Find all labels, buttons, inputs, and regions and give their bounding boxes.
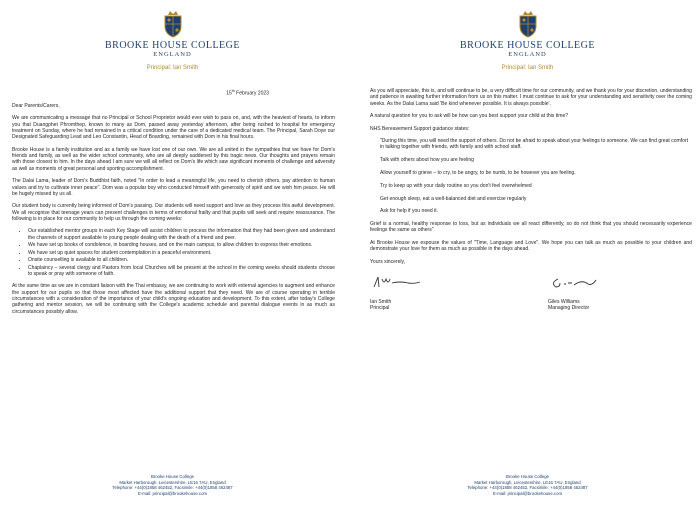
list-item: • Our established mentor groups in each Key Stage will assist children to process the information that they had been given and understand the channels of support available to young people dealing with the death of a friend and peer. xyxy=(28,228,335,241)
list-item: • We have set up books of condolence, in boarding houses, and on the main campus, to allow children to express their emotions. xyxy=(28,242,335,248)
college-country: ENGLAND xyxy=(508,51,547,58)
college-name: BROOKE HOUSE COLLEGE xyxy=(460,40,595,51)
letter-body xyxy=(370,88,692,331)
college-crest-icon xyxy=(162,10,184,38)
support-list xyxy=(12,228,335,277)
college-crest-icon xyxy=(517,10,539,38)
paragraph: Our student body is currently being informed of Dom's passing. Our students will need support and love as they process this awful development. We all recognise that teenage years can present challenges in terms of emotional frailty and that pupils will seek and require reassurance. The following is in place for our community to help us through the coming weeks: xyxy=(12,203,335,222)
signatory-title: Principal xyxy=(370,305,390,312)
paragraph: As you will appreciate, this is, and will continue to be, a very difficult time for our community, and we thank you for your discretion, understanding and patience in awaiting further information from us on this matter. I must continue to ask for your understanding and sensitivity over the coming weeks. As the Dalai Lama said 'Be kind whenever possible. It is always possible'. xyxy=(370,88,692,107)
footer: Brooke House College Market Harborough, Leicestershire, LE16 7AU, England Telephone: +44(0)1858 462452, Facsimile: +44(0)1858 462487 E-mail: principal@brookehouse.com xyxy=(112,474,233,496)
letter-page-1 xyxy=(0,0,345,508)
paragraph: NHS Bereavement Support guidance states: xyxy=(370,125,470,132)
signature-block xyxy=(548,271,668,312)
guidance-quote: Talk with others about how you are feeling xyxy=(380,157,474,164)
letter-date: 15th February 2023 xyxy=(226,89,269,97)
paragraph: The Dalai Lama, leader of Dom's Buddhist faith, noted "In order to lead a meaningful life, you need to cherish others, pay attention to human values and try to cultivate inner peace". Dom was a popular boy who conducted himself with generosity of spirit and we wish him peace. He will be hugely missed by us all. xyxy=(12,178,335,197)
principal-line: Principal: Ian Smith xyxy=(146,65,199,71)
paragraph: At Brooke House we espouse the values of "Time, Language and Love". We hope you can talk as much as possible to your children and demonstrate your love for them as much as possible in the days ahead. xyxy=(370,239,692,253)
paragraph: Brooke House is a family institution and as a family we have lost one of our own. We are all united in the sympathies that we have for Dom's friends and family, as well as the wider school community, who are all deeply saddened by this tragic news. Our thoughts and prayers remain with those closest to him. In the days ahead I am sure we will all reflect on Dom's life which saw significant moments of challenge and adversity as well as moments of great personal and sporting accomplishment. xyxy=(12,146,335,172)
signatures xyxy=(370,271,692,331)
paragraph: A natural question for you to ask will be how can you best support your child at this time? xyxy=(370,113,569,120)
paragraph: Grief is a normal, healthy response to loss, but as individuals we all react differently, so do not think that you should necessarily experience feelings the same as others" xyxy=(370,221,692,234)
letterhead xyxy=(355,10,700,72)
signature-giles-williams xyxy=(548,271,608,293)
salutation: Dear Parents/Carers, xyxy=(12,102,60,109)
signatory-name: Giles Williams xyxy=(548,299,580,306)
guidance-quote: Try to keep up with your daily routine so you don't feel overwhelmed xyxy=(380,182,532,189)
closing: Yours sincerely, xyxy=(370,258,406,265)
guidance-quote: "During this time, you will need the support of others. Do not be afraid to speak about your feelings to someone. We can find great comfort in talking together with friends, with family and with school staff. xyxy=(380,138,689,151)
principal-line: Principal: Ian Smith xyxy=(501,65,554,71)
signature-block xyxy=(370,271,490,312)
footer: Brooke House College Market Harborough, Leicestershire, LE16 7AU, England Telephone: +44(0)1858 462452, Facsimile: +44(0)1858 462487 E-mail: principal@brookehouse.com xyxy=(467,474,588,496)
college-name: BROOKE HOUSE COLLEGE xyxy=(105,40,240,51)
list-item: • Chaplaincy – several clergy and Pastors from local Churches will be present at the school in the coming weeks should students choose to speak or pray with someone of faith. xyxy=(28,265,335,278)
paragraph: At the same time as we are in constant liaison with the Thai embassy, we are continuing to work with external agencies to augment and enhance the support for our pupils so that those most affected have the additional support that they need. We are of course operating in terrible circumstances with a consideration of the importance of your child's ongoing education and development. To this extent, after today's College gathering and mentor session, we will be continuing with the College's academic schedule and parental dialogue events in as much as circumstances possibly allow. xyxy=(12,283,335,315)
guidance-quote: Ask for help if you need it. xyxy=(380,208,439,215)
list-item: • Onsite counselling is available to all children. xyxy=(28,257,335,263)
signature-ian-smith xyxy=(370,271,430,293)
letterhead xyxy=(0,10,345,72)
college-country: ENGLAND xyxy=(153,51,192,58)
paragraph: We are communicating a message that no Principal or School Proprietor would ever wish to pass on, and, with the heaviest of hearts, to inform you that Duangphet Phromthep, known to many as Dom, passed away yesterday afternoon, after being rushed to hospital for emergency treatment on Sunday, where he had remained in a critical condition under the care of a dedicated medical team. The Principal, Sarah Doye our Designated Safeguarding Lead and Leo Constantin, Head of Boarding, remained with Dom in his final hours. xyxy=(12,115,335,141)
signatory-title: Managing Director xyxy=(548,305,590,312)
letter-body xyxy=(12,88,335,321)
guidance-quote: Allow yourself to grieve – to cry, to be angry, to be numb, to be however you are feeling. xyxy=(380,169,576,176)
list-item: • We have set up quiet spaces for student contemplation in a peaceful environment. xyxy=(28,250,335,256)
guidance-quote: Get enough sleep, eat a well-balanced diet and exercise regularly xyxy=(380,195,527,202)
signatory-name: Ian Smith xyxy=(370,299,392,306)
letter-page-2 xyxy=(355,0,700,508)
